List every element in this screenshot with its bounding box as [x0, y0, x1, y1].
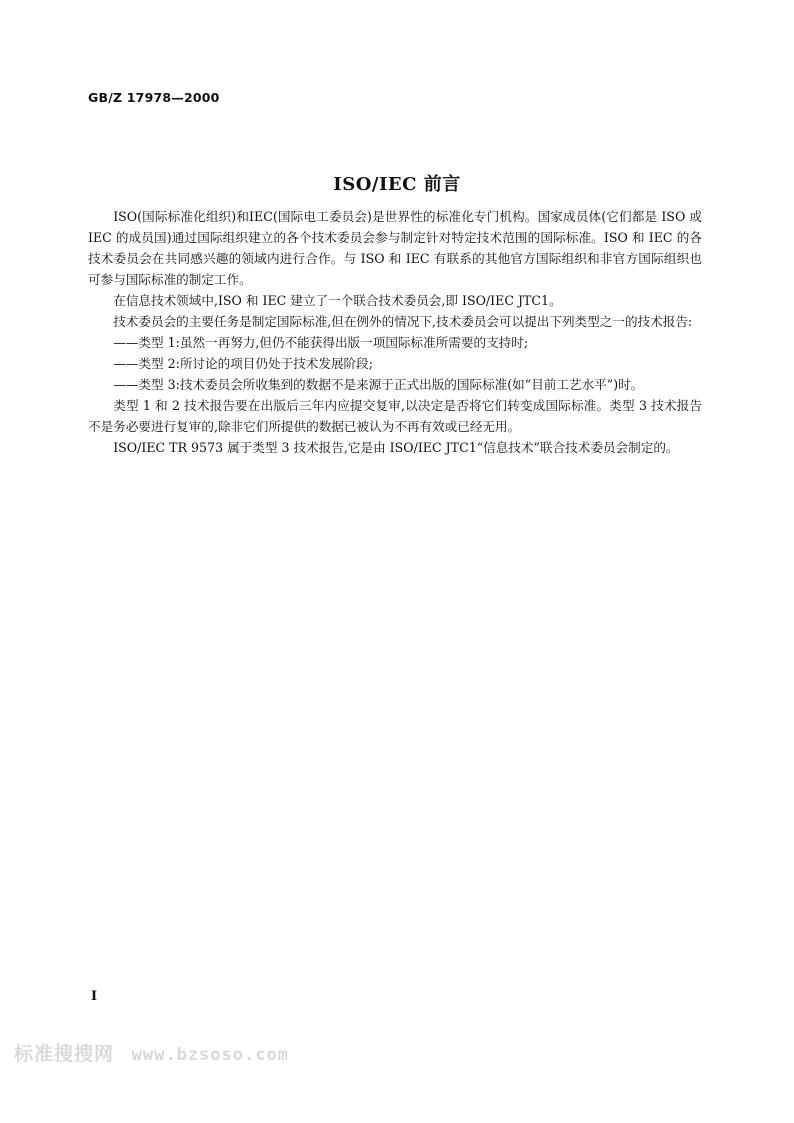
watermark-site-name: 标准搜搜网: [14, 1043, 115, 1065]
page-number: I: [91, 989, 98, 1004]
watermark-url: www.bzsoso.com: [131, 1045, 289, 1065]
standard-number: GB/Z 17978—2000: [88, 90, 220, 105]
list-item-type-3: ——类型 3:技术委员会所收集到的数据不是来源于正式出版的国际标准(如“目前工艺水平”)时。: [113, 377, 644, 392]
page-title: ISO/IEC 前言: [333, 174, 461, 195]
paragraph-tr9573: ISO/IEC TR 9573 属于类型 3 技术报告,它是由 ISO/IEC JTC1“信息技术”联合技术委员会制定的。: [113, 440, 679, 455]
paragraph-jtc1: 在信息技术领域中,ISO 和 IEC 建立了一个联合技术委员会,即 ISO/IEC JTC1。: [113, 293, 562, 308]
list-item-type-1: ——类型 1:虽然一再努力,但仍不能获得出版一项国际标准所需要的支持时;: [113, 335, 529, 350]
list-item-type-2: ——类型 2:所讨论的项目仍处于技术发展阶段;: [113, 356, 373, 371]
paragraph-review: 类型 1 和 2 技术报告要在出版后三年内应提交复审,以决定是否将它们转变成国际标准。类型 3 技术报告不是务必要进行复审的,除非它们所提供的数据已被认为不再有效或已经无用。: [88, 398, 702, 434]
paragraph-tasks: 技术委员会的主要任务是制定国际标准,但在例外的情况下,技术委员会可以提出下列类型之一的技术报告:: [113, 314, 693, 329]
foreword-body: [88, 206, 702, 458]
paragraph-intro: ISO(国际标准化组织)和IEC(国际电工委员会)是世界性的标准化专门机构。国家成员体(它们都是 ISO 或 IEC 的成员国)通过国际组织建立的各个技术委员会参与制定针对特定技术范围的国际标准。ISO 和 IEC 的各技术委员会在共同感兴趣的领域内进行合作。与 ISO 和 IEC 有联系的其他官方国际组织和非官方国际组织也可参与国际标准的制定工作。: [88, 209, 702, 287]
watermark: [14, 1039, 289, 1066]
